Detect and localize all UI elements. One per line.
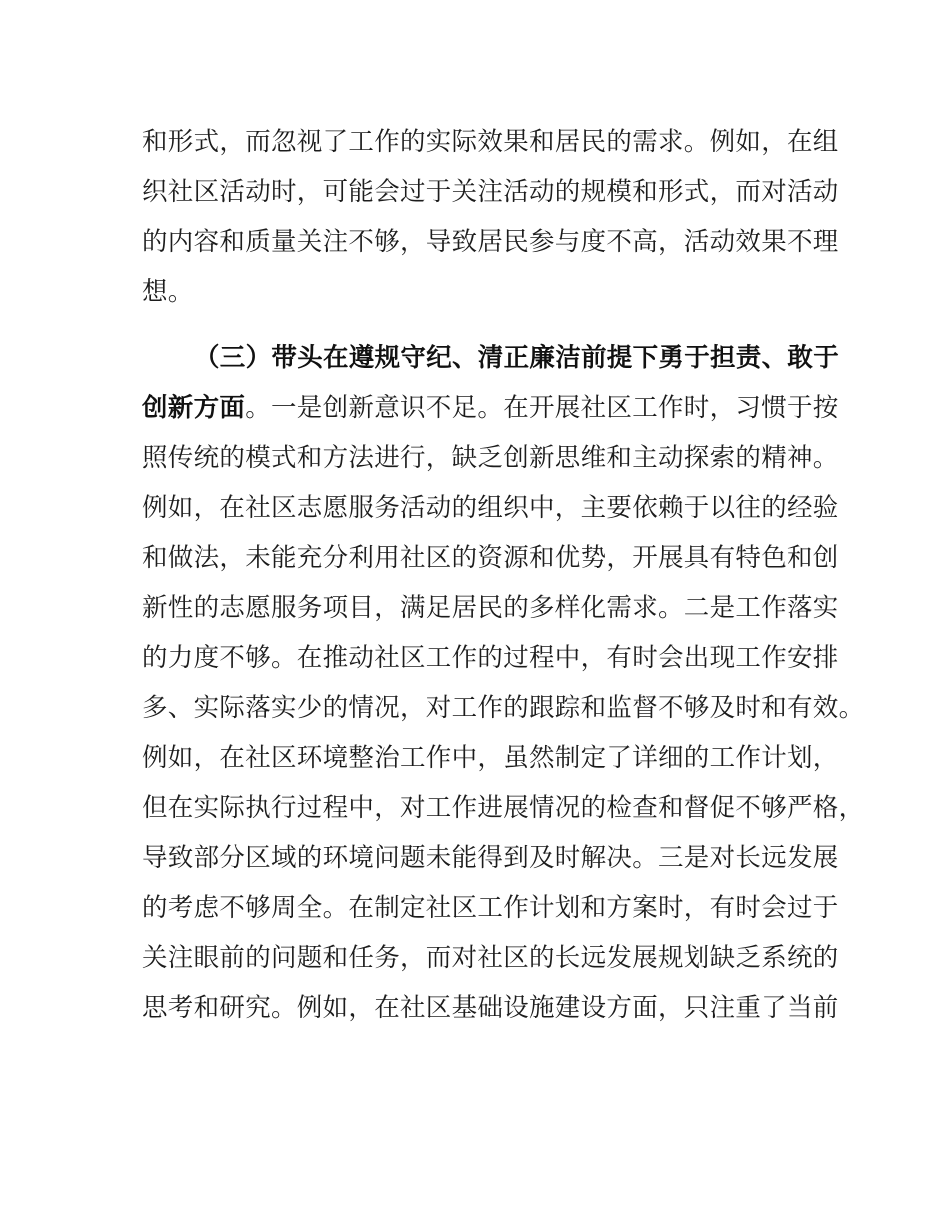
text-line: 和形式，而忽视了工作的实际效果和居民的需求。例如，在组 [142, 127, 839, 157]
text-line: 导致部分区域的环境问题未能得到及时解决。三是对长远发展 [142, 843, 839, 873]
text-line: 的力度不够。在推动社区工作的过程中，有时会出现工作安排 [142, 643, 839, 673]
text-line: 的内容和质量关注不够，导致居民参与度不高，活动效果不理 [142, 227, 839, 257]
text-line: 思考和研究。例如，在社区基础设施建设方面，只注重了当前 [142, 993, 839, 1023]
section-heading: （三）带头在遵规守纪、清正廉洁前提下勇于担责、敢于 [194, 343, 840, 373]
text-run: 。一是创新意识不足。在开展社区工作时，习惯于按 [245, 393, 839, 423]
text-line: 多、实际落实少的情况，对工作的跟踪和监督不够及时和有效。 [142, 693, 865, 723]
text-line: 例如，在社区环境整治工作中，虽然制定了详细的工作计划， [142, 743, 839, 773]
text-line: 织社区活动时，可能会过于关注活动的规模和形式，而对活动 [142, 177, 839, 207]
text-line: 例如，在社区志愿服务活动的组织中，主要依赖于以往的经验 [142, 493, 839, 523]
text-line: 新性的志愿服务项目，满足居民的多样化需求。二是工作落实 [142, 593, 839, 623]
text-line [142, 386, 839, 430]
text-line: 但在实际执行过程中，对工作进展情况的检查和督促不够严格， [142, 793, 865, 823]
section-heading-continued: 创新方面 [142, 393, 246, 423]
text-line: 照传统的模式和方法进行，缺乏创新思维和主动探索的精神。 [142, 443, 839, 473]
text-line: 和做法，未能充分利用社区的资源和优势，开展具有特色和创 [142, 543, 839, 573]
text-line: 想。 [142, 277, 194, 307]
text-line: 的考虑不够周全。在制定社区工作计划和方案时，有时会过于 [142, 893, 839, 923]
text-line: 关注眼前的问题和任务，而对社区的长远发展规划缺乏系统的 [142, 943, 839, 973]
